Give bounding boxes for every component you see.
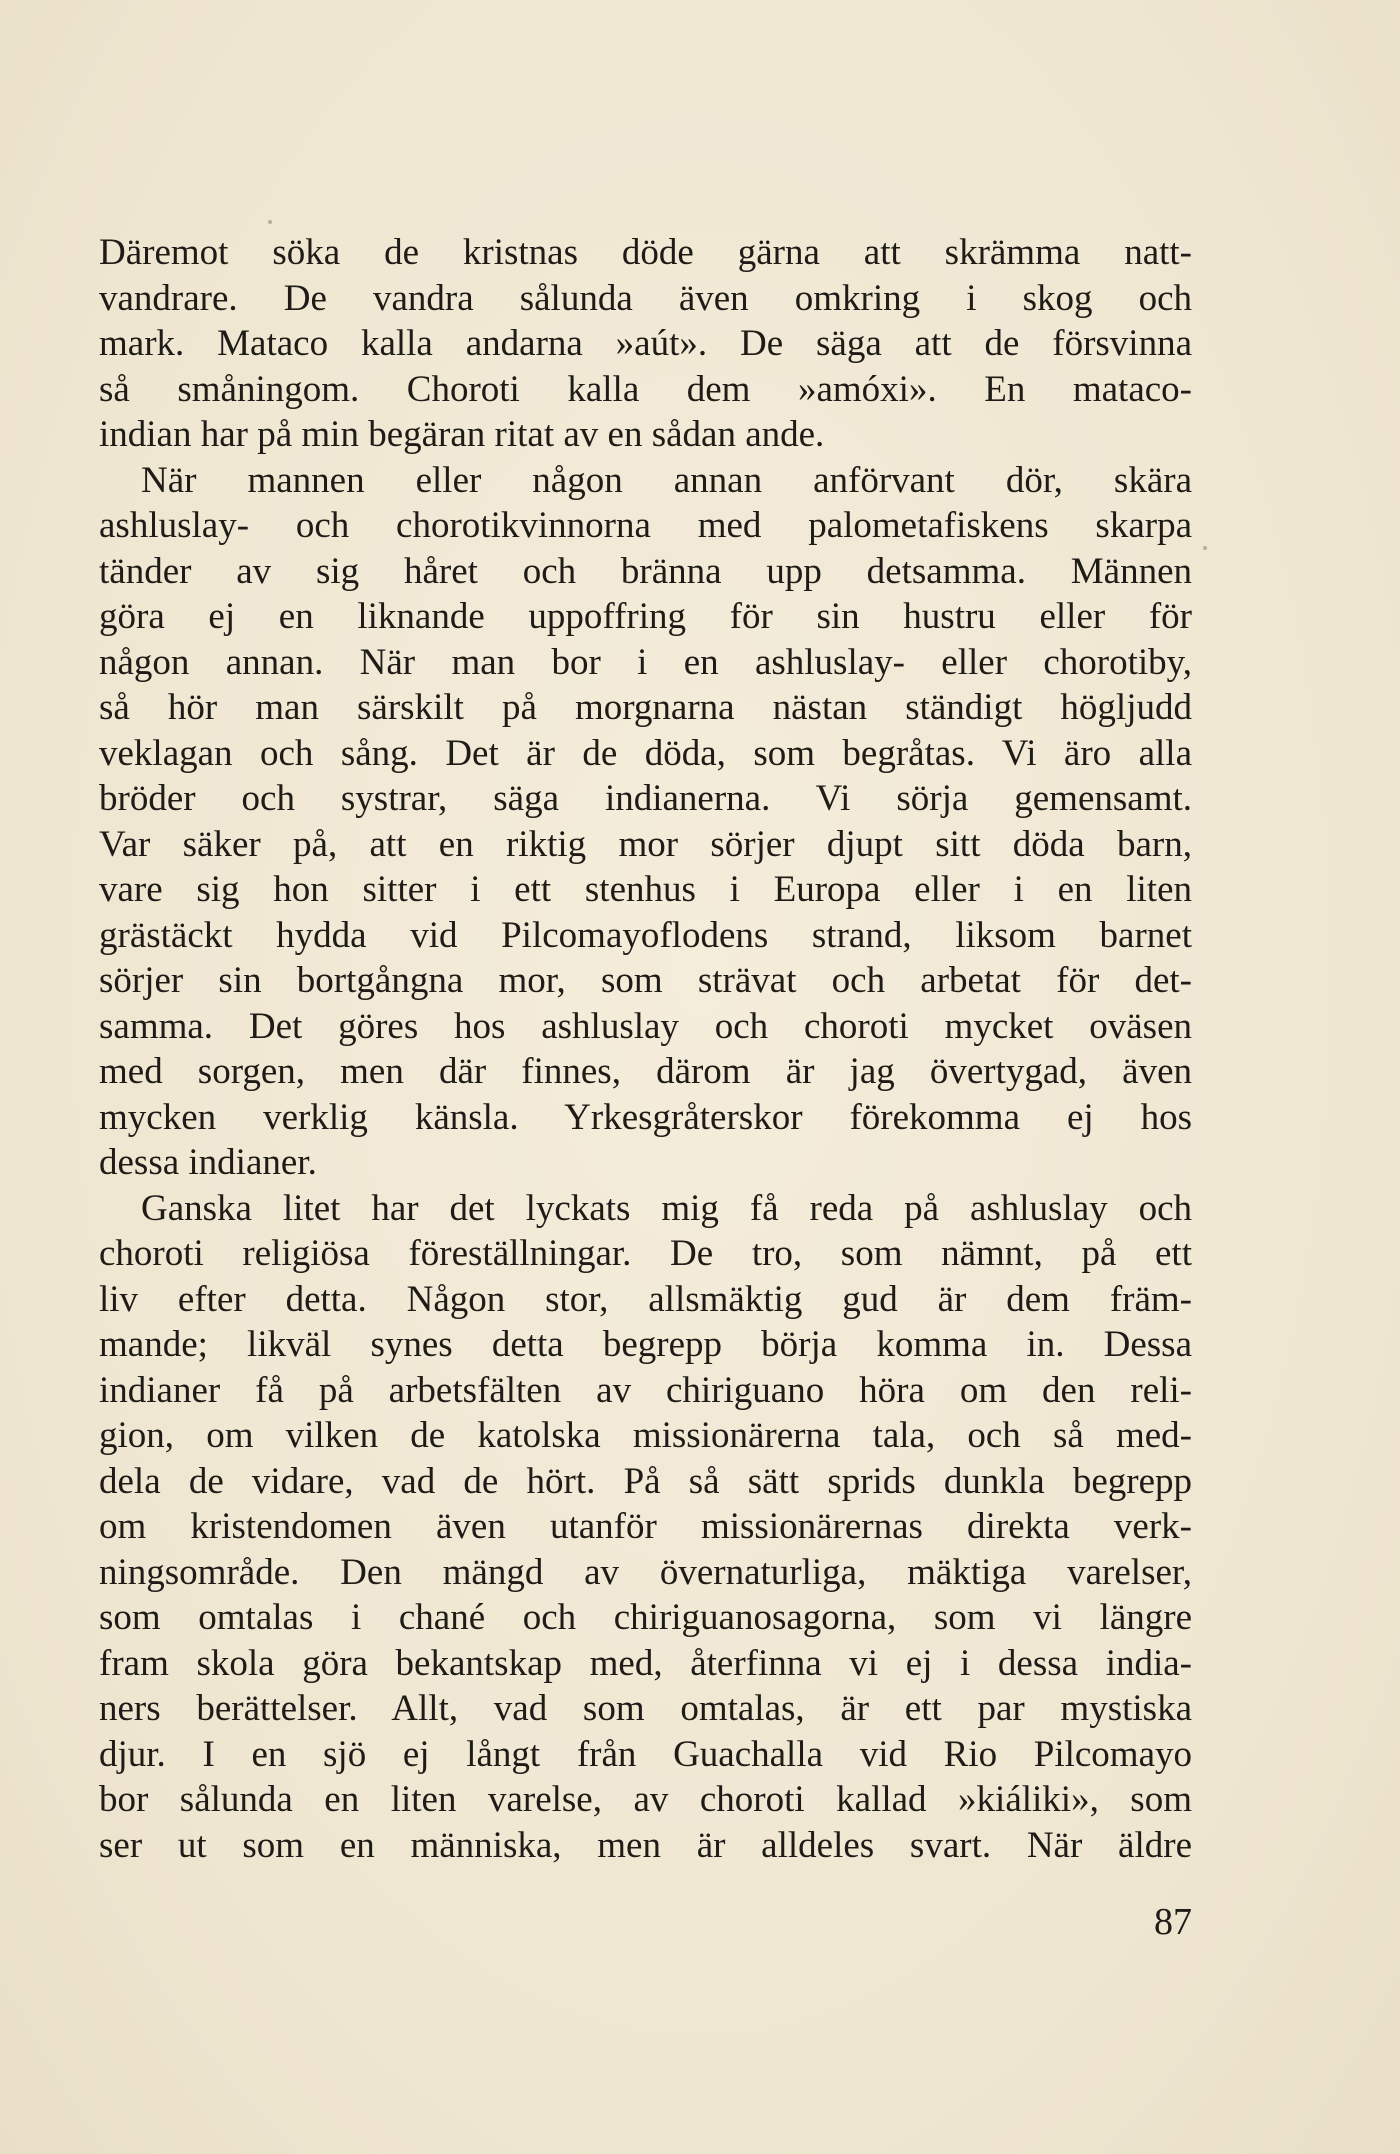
text-line: gion, om vilken de katolska missionärerna tala, och så med-	[99, 1415, 1192, 1456]
text-line: bor sålunda en liten varelse, av choroti kallad »kiáliki», som	[99, 1779, 1192, 1820]
text-line: fram skola göra bekantskap med, återfinna vi ej i dessa india-	[99, 1642, 1192, 1684]
text-line: sörjer sin bortgångna mor, som strävat och arbetat för det-	[99, 960, 1192, 1001]
text-line: med sorgen, men där finnes, därom är jag övertygad, även	[99, 1051, 1192, 1092]
text-line: samma. Det göres hos ashluslay och choroti mycket oväsen	[99, 1005, 1192, 1047]
text-line: mark. Mataco kalla andarna »aút». De säga att de försvinna	[99, 323, 1192, 364]
text-line: choroti religiösa föreställningar. De tro, som nämnt, på ett	[99, 1233, 1192, 1274]
text-line: någon annan. När man bor i en ashluslay- eller chorotiby,	[99, 641, 1192, 683]
text-line: så hör man särskilt på morgnarna nästan ständigt högljudd	[99, 687, 1192, 728]
paper-speck	[1203, 546, 1207, 550]
text-line: om kristendomen även utanför missionärernas direkta verk-	[99, 1506, 1192, 1547]
text-line: vandrare. De vandra sålunda även omkring i skog och	[99, 277, 1192, 319]
text-line: Ganska litet har det lyckats mig få reda på ashluslay och	[141, 1187, 1192, 1229]
text-line: När mannen eller någon annan anförvant dör, skära	[141, 459, 1192, 501]
text-line: mycken verklig känsla. Yrkesgråterskor förekomma ej hos	[99, 1096, 1192, 1138]
text-line: ningsområde. Den mängd av övernaturliga, mäktiga varelser,	[99, 1551, 1192, 1593]
text-line: ashluslay- och chorotikvinnorna med palometafiskens skarpa	[99, 505, 1192, 546]
text-line: grästäckt hydda vid Pilcomayoflodens strand, liksom barnet	[99, 914, 1192, 956]
text-line: ser ut som en människa, men är alldeles svart. När äldre	[99, 1824, 1192, 1866]
body-text	[99, 230, 1192, 1868]
text-line: göra ej en liknande uppoffring för sin hustru eller för	[99, 596, 1192, 637]
text-line: indian har på min begäran ritat av en sådan ande.	[99, 414, 825, 455]
text-line: mande; likväl synes detta begrepp börja komma in. Dessa	[99, 1324, 1192, 1365]
text-line: så småningom. Choroti kalla dem »amóxi». En mataco-	[99, 368, 1192, 410]
page-number: 87	[1154, 1901, 1192, 1943]
text-line: dessa indianer.	[99, 1142, 317, 1183]
text-line: djur. I en sjö ej långt från Guachalla vid Rio Pilcomayo	[99, 1733, 1192, 1775]
text-line: Var säker på, att en riktig mor sörjer djupt sitt döda barn,	[99, 823, 1192, 865]
text-line: ners berättelser. Allt, vad som omtalas, är ett par mystiska	[99, 1688, 1192, 1729]
text-line: liv efter detta. Någon stor, allsmäktig gud är dem främ-	[99, 1278, 1192, 1320]
text-line: dela de vidare, vad de hört. På så sätt sprids dunkla begrepp	[99, 1460, 1192, 1502]
text-line: veklagan och sång. Det är de döda, som begråtas. Vi äro alla	[99, 732, 1192, 774]
text-line: indianer få på arbetsfälten av chiriguano höra om den reli-	[99, 1369, 1192, 1411]
text-line: Däremot söka de kristnas döde gärna att skrämma natt-	[99, 232, 1192, 273]
paper-speck	[268, 220, 272, 224]
text-line: bröder och systrar, säga indianerna. Vi sörja gemensamt.	[99, 778, 1192, 819]
text-line: som omtalas i chané och chiriguanosagorna, som vi längre	[99, 1597, 1192, 1638]
text-line: vare sig hon sitter i ett stenhus i Europa eller i en liten	[99, 869, 1192, 910]
text-line: tänder av sig håret och bränna upp detsamma. Männen	[99, 550, 1192, 592]
